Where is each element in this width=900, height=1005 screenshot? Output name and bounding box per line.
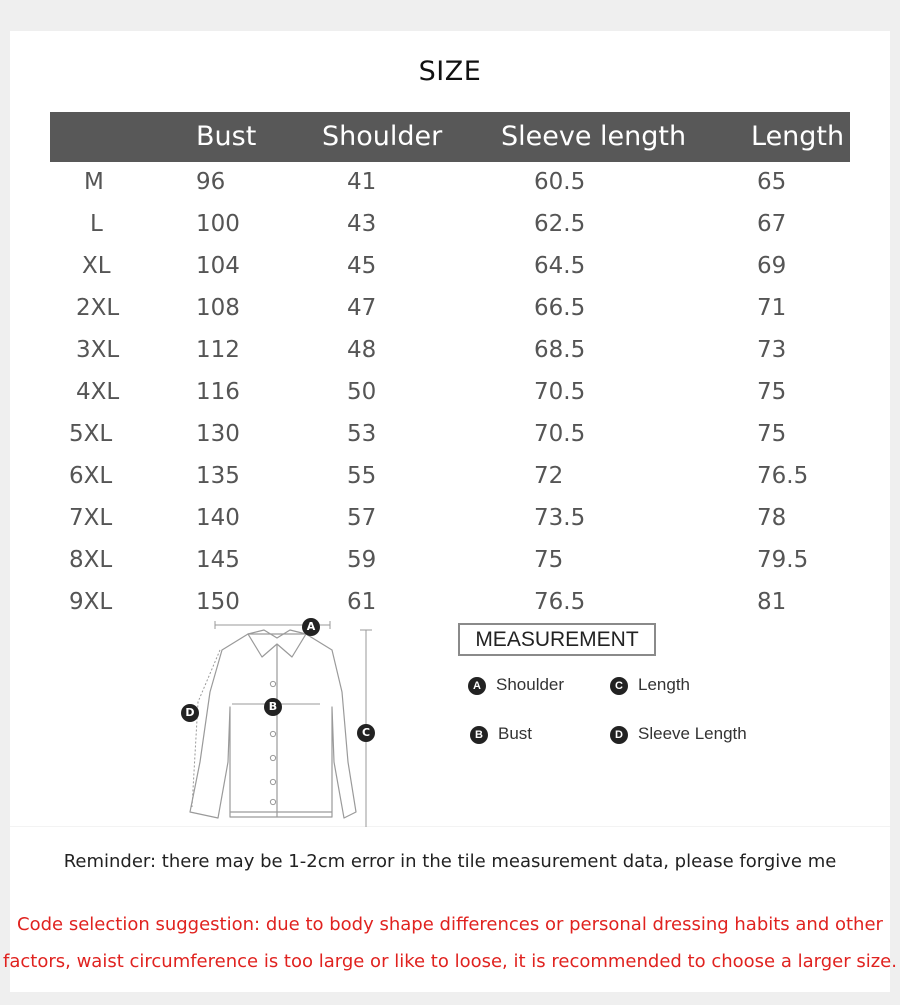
- table-row: [0, 413, 900, 455]
- badge-a-icon: A: [302, 616, 320, 636]
- page-title: SIZE: [418, 56, 482, 87]
- cell-sleeve: 70.5: [534, 421, 586, 447]
- cell-size: 7XL: [69, 505, 113, 531]
- cell-shoulder: 53: [347, 421, 377, 447]
- table-row: [0, 581, 900, 623]
- cell-bust: 145: [196, 547, 240, 573]
- cell-shoulder: 43: [347, 211, 377, 237]
- table-row: [0, 371, 900, 413]
- legend-bust: B Bust: [470, 723, 532, 745]
- table-row: [0, 161, 900, 203]
- cell-sleeve: 66.5: [534, 295, 586, 321]
- cell-size: M: [84, 169, 104, 195]
- suggestion-line-2: factors, waist circumference is too large or like to loose, it is recommended to choose a larger size.: [3, 951, 897, 972]
- cell-length: 69: [757, 253, 787, 279]
- cell-length: 67: [757, 211, 787, 237]
- cell-length: 78: [757, 505, 787, 531]
- cell-bust: 116: [196, 379, 240, 405]
- reminder-text: Reminder: there may be 1-2cm error in the tile measurement data, please forgive me: [63, 851, 837, 872]
- cell-bust: 96: [196, 169, 226, 195]
- badge-c-icon: C: [610, 677, 628, 695]
- cell-size: 3XL: [76, 337, 120, 363]
- cell-sleeve: 64.5: [534, 253, 586, 279]
- badge-c-icon: C: [357, 722, 375, 742]
- cell-length: 71: [757, 295, 787, 321]
- cell-bust: 150: [196, 589, 240, 615]
- cell-shoulder: 61: [347, 589, 377, 615]
- header-sleeve-length: Sleeve length: [501, 121, 687, 152]
- cell-sleeve: 75: [534, 547, 564, 573]
- cell-shoulder: 47: [347, 295, 377, 321]
- table-row: [0, 203, 900, 245]
- cell-length: 73: [757, 337, 787, 363]
- cell-sleeve: 62.5: [534, 211, 586, 237]
- cell-size: 8XL: [69, 547, 113, 573]
- cell-bust: 104: [196, 253, 240, 279]
- legend-length: C Length: [610, 674, 690, 696]
- cell-shoulder: 45: [347, 253, 377, 279]
- cell-shoulder: 50: [347, 379, 377, 405]
- cell-size: 6XL: [69, 463, 113, 489]
- cell-bust: 112: [196, 337, 240, 363]
- cell-shoulder: 57: [347, 505, 377, 531]
- cell-sleeve: 76.5: [534, 589, 586, 615]
- header-length: Length: [751, 121, 845, 152]
- cell-bust: 100: [196, 211, 240, 237]
- cell-length: 75: [757, 379, 787, 405]
- badge-a-icon: A: [468, 677, 486, 695]
- cell-sleeve: 73.5: [534, 505, 586, 531]
- legend-shoulder: A Shoulder: [468, 674, 564, 696]
- cell-length: 81: [757, 589, 787, 615]
- badge-b-icon: B: [264, 696, 282, 716]
- cell-bust: 140: [196, 505, 240, 531]
- cell-bust: 108: [196, 295, 240, 321]
- table-row: [0, 329, 900, 371]
- badge-d-icon: D: [181, 702, 199, 722]
- cell-shoulder: 41: [347, 169, 377, 195]
- cell-length: 79.5: [757, 547, 809, 573]
- cell-size: 5XL: [69, 421, 113, 447]
- table-row: [0, 539, 900, 581]
- suggestion-line-1: Code selection suggestion: due to body shape differences or personal dressing habits and other: [17, 914, 883, 935]
- cell-sleeve: 60.5: [534, 169, 586, 195]
- badge-d-icon: D: [610, 726, 628, 744]
- cell-shoulder: 59: [347, 547, 377, 573]
- cell-bust: 130: [196, 421, 240, 447]
- measurement-title: MEASUREMENT: [458, 623, 656, 656]
- table-header: [50, 112, 850, 162]
- cell-sleeve: 72: [534, 463, 564, 489]
- cell-sleeve: 70.5: [534, 379, 586, 405]
- cell-length: 75: [757, 421, 787, 447]
- table-row: [0, 287, 900, 329]
- cell-size: 9XL: [69, 589, 113, 615]
- cell-size: XL: [82, 253, 111, 279]
- cell-size: L: [90, 211, 103, 237]
- cell-length: 76.5: [757, 463, 809, 489]
- table-row: [0, 245, 900, 287]
- header-shoulder: Shoulder: [322, 121, 443, 152]
- cell-shoulder: 48: [347, 337, 377, 363]
- header-bust: Bust: [196, 121, 257, 152]
- badge-b-icon: B: [470, 726, 488, 744]
- cell-bust: 135: [196, 463, 240, 489]
- legend-sleeve-length: D Sleeve Length: [610, 723, 747, 745]
- cell-length: 65: [757, 169, 787, 195]
- cell-sleeve: 68.5: [534, 337, 586, 363]
- cell-shoulder: 55: [347, 463, 377, 489]
- table-row: [0, 455, 900, 497]
- cell-size: 4XL: [76, 379, 120, 405]
- table-row: [0, 497, 900, 539]
- cell-size: 2XL: [76, 295, 120, 321]
